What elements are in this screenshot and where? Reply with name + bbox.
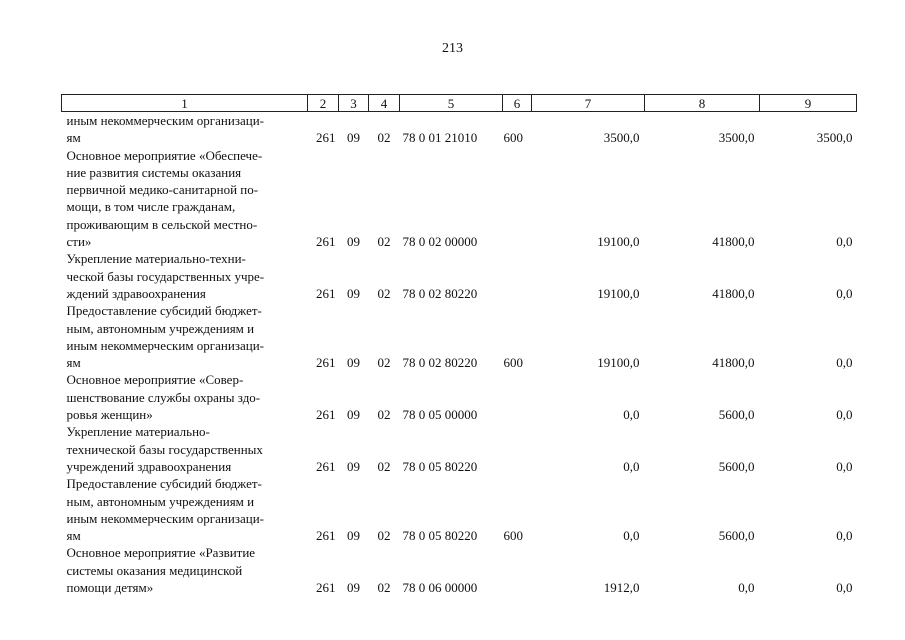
column-header: 6 xyxy=(503,95,532,112)
expense-type-code: 600 xyxy=(503,130,523,146)
item-name xyxy=(62,475,308,544)
target-article-code: 78 0 02 80220 xyxy=(402,355,478,371)
amount-col9: 0,0 xyxy=(836,355,853,371)
subsection-code: 02 xyxy=(377,285,391,301)
item-name-line: первичной медико-санитарной по- xyxy=(66,182,259,198)
table-row xyxy=(62,544,857,596)
amount-col9: 3500,0 xyxy=(816,130,853,146)
column-header: 7 xyxy=(532,95,645,112)
target-article-code: 78 0 05 80220 xyxy=(402,458,478,474)
table-header xyxy=(62,95,857,112)
table-row xyxy=(62,371,857,423)
table-row xyxy=(62,423,857,475)
item-name-line: Основное мероприятие «Обеспече- xyxy=(66,147,263,163)
item-name-line: учреждений здравоохранения xyxy=(66,458,232,474)
item-name-line: технической базы государственных xyxy=(66,441,263,457)
item-name-line: сти» xyxy=(66,234,92,250)
subsection-code: 02 xyxy=(377,130,391,146)
item-name xyxy=(62,302,308,371)
amount-col7: 19100,0 xyxy=(597,285,640,301)
item-name-line: системы оказания медицинской xyxy=(66,562,243,578)
subsection-code: 02 xyxy=(377,580,391,596)
item-name-line: иным некоммерческим организаци- xyxy=(66,337,264,353)
amount-col9: 0,0 xyxy=(836,528,853,544)
item-name-line: иным некоммерческим организаци- xyxy=(66,113,264,128)
item-name-line: ным, автономным учреждениям и xyxy=(66,493,255,509)
amount-col7: 19100,0 xyxy=(597,355,640,371)
admin-code: 261 xyxy=(316,407,336,423)
subsection-code: 02 xyxy=(377,407,391,423)
item-name-line: ческой базы государственных учре- xyxy=(66,268,265,284)
amount-col8: 41800,0 xyxy=(712,234,755,250)
page-number: 213 xyxy=(442,41,463,56)
column-header: 2 xyxy=(308,95,339,112)
amount-col8: 0,0 xyxy=(738,580,755,596)
item-name xyxy=(62,250,308,302)
subsection-code: 02 xyxy=(377,528,391,544)
table-row xyxy=(62,250,857,302)
amount-col9: 0,0 xyxy=(836,285,853,301)
admin-code: 261 xyxy=(316,580,336,596)
column-header: 8 xyxy=(645,95,760,112)
item-name-line: помощи детям» xyxy=(66,580,154,596)
item-name-line: иным некоммерческим организаци- xyxy=(66,510,264,526)
item-name xyxy=(62,544,308,596)
amount-col7: 1912,0 xyxy=(603,580,640,596)
admin-code: 261 xyxy=(316,130,336,146)
target-article-code: 78 0 05 00000 xyxy=(402,407,478,423)
admin-code: 261 xyxy=(316,234,336,250)
item-name-line: Предоставление субсидий бюджет- xyxy=(66,303,262,319)
item-name xyxy=(62,371,308,423)
target-article-code: 78 0 02 80220 xyxy=(402,285,478,301)
item-name-line: ровья женщин» xyxy=(66,407,153,423)
amount-col8: 41800,0 xyxy=(712,355,755,371)
admin-code: 261 xyxy=(316,355,336,371)
table-row xyxy=(62,112,857,147)
item-name-line: Укрепление материально- xyxy=(66,424,210,440)
table-row xyxy=(62,475,857,544)
item-name-line: Основное мероприятие «Совер- xyxy=(66,372,244,388)
item-name-line: мощи, в том числе гражданам, xyxy=(66,199,236,215)
amount-col9: 0,0 xyxy=(836,580,853,596)
item-name-line: Укрепление материально-техни- xyxy=(66,251,246,267)
expense-type-code xyxy=(503,423,532,475)
amount-col8: 5600,0 xyxy=(718,407,755,423)
item-name xyxy=(62,147,308,251)
amount-col7: 19100,0 xyxy=(597,234,640,250)
amount-col7: 0,0 xyxy=(623,407,640,423)
admin-code: 261 xyxy=(316,285,336,301)
column-header: 1 xyxy=(62,95,308,112)
item-name-line: ние развития системы оказания xyxy=(66,164,242,180)
column-header: 4 xyxy=(369,95,400,112)
section-code: 09 xyxy=(347,458,360,474)
expense-type-code xyxy=(503,147,532,251)
amount-col9: 0,0 xyxy=(836,407,853,423)
column-header: 5 xyxy=(400,95,503,112)
item-name-line: ям xyxy=(66,528,81,544)
section-code: 09 xyxy=(347,285,360,301)
amount-col7: 0,0 xyxy=(623,458,640,474)
section-code: 09 xyxy=(347,234,360,250)
item-name xyxy=(62,112,308,147)
expense-type-code xyxy=(503,544,532,596)
expense-type-code xyxy=(503,250,532,302)
target-article-code: 78 0 01 21010 xyxy=(402,130,478,146)
target-article-code: 78 0 02 00000 xyxy=(402,234,478,250)
subsection-code: 02 xyxy=(377,355,391,371)
table-row xyxy=(62,302,857,371)
item-name-line: ждений здравоохранения xyxy=(66,285,206,301)
amount-col8: 5600,0 xyxy=(718,528,755,544)
target-article-code: 78 0 06 00000 xyxy=(402,580,478,596)
column-header: 3 xyxy=(339,95,369,112)
section-code: 09 xyxy=(347,130,360,146)
table-row xyxy=(62,147,857,251)
item-name-line: ным, автономным учреждениям и xyxy=(66,320,255,336)
item-name-line: проживающим в сельской местно- xyxy=(66,216,258,232)
expense-type-code: 600 xyxy=(503,528,523,544)
expense-type-code xyxy=(503,371,532,423)
amount-col8: 41800,0 xyxy=(712,285,755,301)
column-header: 9 xyxy=(760,95,857,112)
subsection-code: 02 xyxy=(377,234,391,250)
item-name-line: ям xyxy=(66,130,81,146)
item-name-line: Предоставление субсидий бюджет- xyxy=(66,476,262,492)
amount-col9: 0,0 xyxy=(836,458,853,474)
subsection-code: 02 xyxy=(377,458,391,474)
amount-col8: 3500,0 xyxy=(718,130,755,146)
budget-table xyxy=(61,94,857,596)
item-name xyxy=(62,423,308,475)
section-code: 09 xyxy=(347,407,360,423)
item-name-line: Основное мероприятие «Развитие xyxy=(66,545,256,561)
section-code: 09 xyxy=(347,528,360,544)
table-body xyxy=(62,112,857,597)
expense-type-code: 600 xyxy=(503,355,523,371)
amount-col7: 3500,0 xyxy=(603,130,640,146)
item-name-line: шенствование службы охраны здо- xyxy=(66,389,261,405)
section-code: 09 xyxy=(347,355,360,371)
amount-col9: 0,0 xyxy=(836,234,853,250)
section-code: 09 xyxy=(347,580,360,596)
admin-code: 261 xyxy=(316,458,336,474)
admin-code: 261 xyxy=(316,528,336,544)
target-article-code: 78 0 05 80220 xyxy=(402,528,478,544)
amount-col8: 5600,0 xyxy=(718,458,755,474)
amount-col7: 0,0 xyxy=(623,528,640,544)
header-row xyxy=(62,95,857,112)
item-name-line: ям xyxy=(66,355,81,371)
